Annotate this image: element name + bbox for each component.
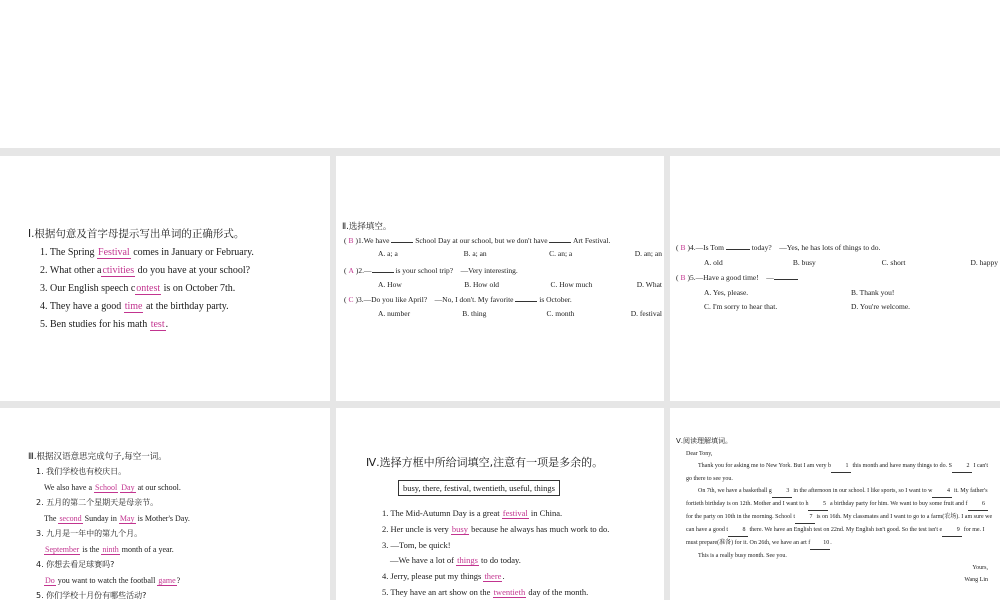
item-text: do you have at your school? — [135, 265, 251, 276]
option-a: A. number — [378, 309, 411, 318]
item-text: is on October 7th. — [161, 283, 236, 294]
option-c: C. I'm sorry to hear that. — [704, 302, 778, 311]
option-b: B. How old — [464, 280, 500, 289]
answer-letter: B — [680, 243, 686, 252]
paragraph-text: a birthday party for him. We want to buy some fruit and f — [828, 501, 968, 507]
question-text: Art Festival. — [571, 236, 611, 245]
question-text: — — [364, 266, 372, 275]
option-c: C. month — [546, 309, 575, 318]
paragraph-text: for the party on 10th in the morning. School t — [686, 514, 795, 520]
item-text: . — [165, 319, 169, 330]
answer-blank — [515, 301, 537, 302]
list-item — [40, 244, 325, 262]
option-row — [676, 288, 998, 297]
panel-section-2-continued — [670, 156, 1000, 401]
option-a: A. old — [704, 258, 723, 267]
answer-text: Festival — [98, 247, 130, 258]
item-text: They have a good — [49, 301, 124, 312]
item-number: 5. — [40, 319, 48, 330]
numbered-blank: 2 — [952, 460, 972, 473]
answer-blank — [774, 279, 798, 280]
item-text: in China. — [528, 508, 563, 518]
panel-section-3 — [0, 408, 330, 600]
question-2: ( A )2.— is your school trip? —Very interesting. A. How B. How old C. How much D. What — [344, 266, 662, 289]
answer-letter: B — [680, 273, 686, 282]
option-b: B. busy — [792, 258, 816, 267]
section-4-title: Ⅳ.选择方框中所给词填空,注意有一项是多余的。 — [366, 456, 604, 469]
question-number: 2. — [358, 266, 365, 275]
numbered-blank: 5 — [808, 498, 828, 511]
letter-text — [686, 448, 994, 586]
paragraph-text: Thank you for asking me to New York. But I am very b — [698, 463, 831, 469]
list-item — [382, 569, 662, 585]
item-text: What other a — [49, 265, 102, 276]
answer-text: twentieth — [493, 586, 526, 597]
list-item — [382, 538, 662, 554]
answer-text: Do — [45, 575, 55, 585]
question-text: is your school trip? —Very interesting. — [393, 266, 518, 275]
list-item — [40, 316, 325, 334]
panel-section-4 — [336, 408, 664, 600]
option-c: C. an; a — [549, 249, 573, 258]
panel-section-2 — [336, 156, 664, 401]
answer-text: there — [484, 571, 502, 582]
list-item — [382, 522, 662, 538]
numbered-blank: 6 — [968, 498, 988, 511]
option-d: D. happy — [970, 258, 998, 267]
word-box: busy, there, festival, twentieth, useful, things — [398, 480, 560, 496]
answer-text: game — [158, 575, 176, 585]
item-number: 1. — [40, 247, 48, 258]
answer-text: School — [95, 482, 118, 492]
letter-closing: Yours, — [972, 565, 988, 571]
question-text: —Do you like April? —No, I don't. My favorite — [363, 295, 516, 304]
list-item — [382, 585, 662, 600]
question-4: ( B )4.—Is Tom today? —Yes, he has lots of things to do. A. old B. busy C. short D. happy — [676, 243, 998, 267]
question-number: 1. — [358, 236, 364, 245]
answer-text: time — [124, 301, 143, 312]
answer-text: ontest — [136, 283, 161, 294]
item-text: 3. —Tom, be quick! — [382, 539, 451, 550]
answer-blank — [372, 272, 394, 273]
option-b: B. a; an — [463, 249, 487, 258]
answer-text: busy — [451, 523, 468, 534]
item-text: 5. They have an art show on the — [382, 586, 493, 597]
paragraph-text: I can't go there to see you. — [686, 463, 989, 482]
answer-text: ctivities — [102, 265, 135, 276]
letter-paragraph — [686, 485, 994, 550]
question-number: 3. — [358, 295, 364, 304]
item-text: Our English speech c — [50, 283, 136, 294]
numbered-blank: 1 — [831, 460, 851, 473]
answer-blank — [549, 242, 571, 243]
sentence-text: Sunday in — [82, 513, 119, 523]
sentence-text: you want to watch the football — [55, 575, 158, 585]
chinese-prompt: 2. 五月的第二个星期天是母亲节。 — [36, 498, 159, 507]
option-b: B. Thank you! — [851, 288, 895, 297]
section-5-title: Ⅴ.阅读理解填词。 — [676, 437, 733, 445]
question-text: We have — [363, 236, 392, 245]
english-sentence — [36, 573, 326, 589]
chinese-prompt: 5. 你们学校十月份有哪些活动? — [36, 591, 147, 600]
paragraph-text: this month and have many things to do. S — [850, 463, 952, 469]
letter-signature: Wang Lin — [964, 577, 988, 583]
sentence-text: We also have a — [44, 482, 94, 492]
answer-letter: C — [348, 295, 354, 304]
paragraph-text: On 7th, we have a basketball g — [698, 488, 772, 494]
option-row — [344, 249, 662, 258]
answer-text: Day — [121, 482, 135, 492]
option-d: D. festival — [630, 309, 662, 318]
answer-letter: A — [348, 266, 354, 275]
question-text: today? —Yes, he has lots of things to do. — [749, 243, 881, 252]
chinese-prompt: 1. 我们学校也有校庆日。 — [36, 467, 127, 476]
sentence-text: is the — [80, 544, 102, 554]
option-row — [344, 309, 662, 318]
panel-section-1 — [0, 156, 330, 401]
numbered-blank: 9 — [942, 524, 962, 537]
sentence-text: at our school. — [135, 482, 181, 492]
paragraph-text: it. My father's fortieth birthday is on 12th. Mother and I want to h — [686, 488, 988, 507]
answer-blank — [391, 242, 413, 243]
item-text: to do today. — [478, 555, 521, 566]
item-text: 4. Jerry, please put my things — [382, 571, 484, 582]
letter-paragraph: This is a really busy month. See you. — [698, 553, 787, 559]
section-3-list — [36, 464, 326, 600]
item-text: 1. The Mid-Autumn Day is a great — [382, 508, 502, 518]
panel-section-5 — [670, 408, 1000, 600]
english-sentence — [36, 511, 326, 527]
section-2-title: Ⅱ.选择填空。 — [342, 222, 392, 232]
item-text: at the birthday party. — [143, 301, 229, 312]
sentence-text: month of a year. — [119, 544, 174, 554]
answer-text: test — [150, 319, 165, 330]
option-d: D. What — [636, 280, 662, 289]
option-b: B. thing — [462, 309, 487, 318]
item-text: . — [502, 571, 505, 582]
item-number: 4. — [40, 301, 48, 312]
paragraph-text: for me. I must prepare(准备) for it. On 26th, we have an art f — [686, 527, 985, 546]
option-d: D. You're welcome. — [851, 302, 911, 311]
english-sentence — [36, 480, 326, 496]
numbered-blank: 8 — [728, 524, 748, 537]
list-item — [40, 280, 325, 298]
question-number: 5. — [690, 273, 696, 282]
item-text: The Spring — [49, 247, 98, 258]
chinese-prompt: 4. 你想去看足球赛吗? — [36, 560, 115, 569]
chinese-prompt: 3. 九月是一年中的第九个月。 — [36, 529, 143, 538]
option-d: D. an; an — [634, 249, 662, 258]
letter-paragraph — [686, 460, 994, 485]
answer-letter: B — [348, 236, 354, 245]
section-1-title: Ⅰ.根据句意及首字母提示写出单词的正确形式。 — [28, 228, 245, 240]
paragraph-text: there. We have an English test on 22nd. My English isn't good. So the test isn't e — [747, 527, 943, 533]
option-row — [676, 302, 998, 311]
question-1: ( B )1.We have School Day at our school, but we don't have Art Festival. A. a; a B. a; an C. an; a D. an; an — [344, 236, 662, 258]
english-sentence — [36, 542, 326, 558]
letter-greeting: Dear Tony, — [686, 451, 713, 457]
section-4-list — [382, 506, 662, 600]
question-text: is October. — [537, 295, 572, 304]
numbered-blank: 10 — [810, 537, 830, 550]
paragraph-text: in the afternoon in our school. I like sports, so I want to w — [791, 488, 933, 494]
question-3: ( C )3.—Do you like April? —No, I don't. My favorite is October. A. number B. thing C. month D. festival — [344, 295, 662, 318]
item-number: 3. — [40, 283, 48, 294]
item-text: 2. Her uncle is very — [382, 523, 451, 534]
answer-text: second — [59, 513, 82, 523]
item-text: Ben studies for his math — [50, 319, 150, 330]
answer-text: ninth — [102, 544, 119, 554]
numbered-blank: 3 — [772, 485, 792, 498]
numbered-blank: 7 — [795, 511, 815, 524]
option-a: A. a; a — [378, 249, 398, 258]
question-text: —Is Tom — [695, 243, 726, 252]
option-c: C. How much — [550, 280, 593, 289]
item-text: because he always has much work to do. — [468, 523, 610, 534]
list-item — [382, 506, 662, 522]
sentence-text: The — [44, 513, 59, 523]
sentence-text: is Mother's Day. — [135, 513, 190, 523]
item-text: —We have a lot of — [390, 555, 457, 566]
answer-text: May — [119, 513, 135, 523]
list-item — [382, 553, 662, 569]
item-number: 2. — [40, 265, 48, 276]
answer-blank — [726, 249, 750, 250]
answer-text: festival — [502, 508, 528, 518]
list-item — [40, 262, 325, 280]
option-c: C. short — [881, 258, 906, 267]
answer-text: September — [45, 544, 80, 554]
question-number: 4. — [690, 243, 696, 252]
paragraph-text: . — [830, 540, 832, 546]
question-text: School Day at our school, but we don't have — [413, 236, 550, 245]
question-text: —Have a good time! — — [695, 273, 774, 282]
section-1-list — [40, 244, 325, 334]
numbered-blank: 4 — [932, 485, 952, 498]
top-blank-area — [0, 0, 1000, 148]
option-a: A. Yes, please. — [704, 288, 749, 297]
question-5: ( B )5.—Have a good time! — A. Yes, please. B. Thank you! C. I'm sorry to hear that. D. You're welcome. — [676, 272, 998, 311]
item-text: day of the month. — [526, 586, 589, 597]
item-text: comes in January or February. — [130, 247, 254, 258]
option-row — [344, 280, 662, 289]
option-a: A. How — [378, 280, 402, 289]
paragraph-text: is on 16th. My classmates and I want to go to a farm(农场). I am sure we can have a good t — [686, 514, 993, 533]
section-3-title: Ⅲ.根据汉语意思完成句子,每空一词。 — [28, 452, 167, 462]
sentence-text: ? — [176, 575, 181, 585]
list-item — [40, 298, 325, 316]
answer-text: things — [457, 555, 478, 566]
option-row — [676, 258, 998, 267]
